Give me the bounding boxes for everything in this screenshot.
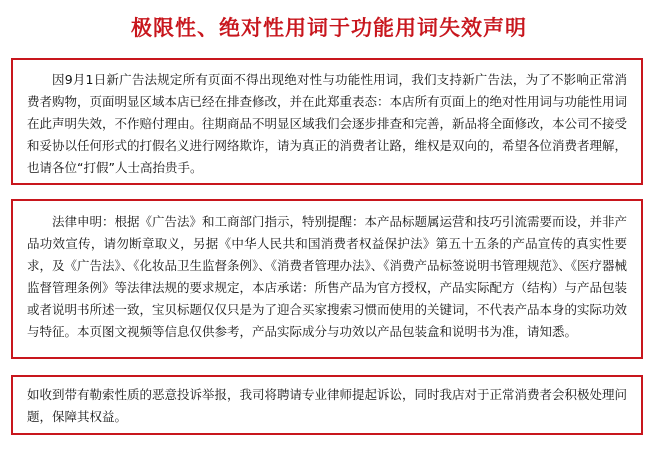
page-title: 极限性、绝对性用词于功能用词失效声明 xyxy=(131,16,527,40)
invalidity-notice-text: 因9月1日新广告法规定所有页面不得出现绝对性与功能性用词，我们支持新广告法，为了不影响正常消费者购物，页面明显区域本店已经在排查修改，并在此郑重表态：本店所有页面上的绝对性用词与功能性用词在此声明失效，不作赔付理由。往期商品不明显区域我们会逐步排查和完善，新品将全面修改，本公司不接受和妥协以任何形式的打假名义进行网络欺诈，请为真正的消费者让路，维权是双向的，希望各位消费者理解，也请各位“打假”人士高抬贵手。 xyxy=(27,72,628,175)
complaint-notice-text: 如收到带有勒索性质的恶意投诉举报，我司将聘请专业律师提起诉讼，同时我店对于正常消费者会积极处理问题，保障其权益。 xyxy=(27,387,628,424)
legal-statement-box xyxy=(11,199,643,359)
legal-statement-text: 法律申明：根据《广告法》和工商部门指示，特别提醒：本产品标题属运营和技巧引流需要而设，并非产品功效宣传，请勿断章取义，另据《中华人民共和国消费者权益保护法》第五十五条的产品宣传的真实性要求，及《广告法》、《化妆品卫生监督条例》、《消费者管理办法》、《消费产品标签说明书管理规范》、《医疗器械监督管理条例》等法律法规的要求规定，本店承诺：所售产品为官方授权，产品实际配方（结构）与产品包装或者说明书所述一致，宝贝标题仅仅只是为了迎合买家搜索习惯而使用的关键词，不代表产品本身的实际功效与特征。本页图文视频等信息仅供参考，产品实际成分与功效以产品包装盒和说明书为准，请知悉。 xyxy=(27,214,628,339)
complaint-notice-box xyxy=(11,375,643,435)
invalidity-notice-box xyxy=(11,58,643,185)
